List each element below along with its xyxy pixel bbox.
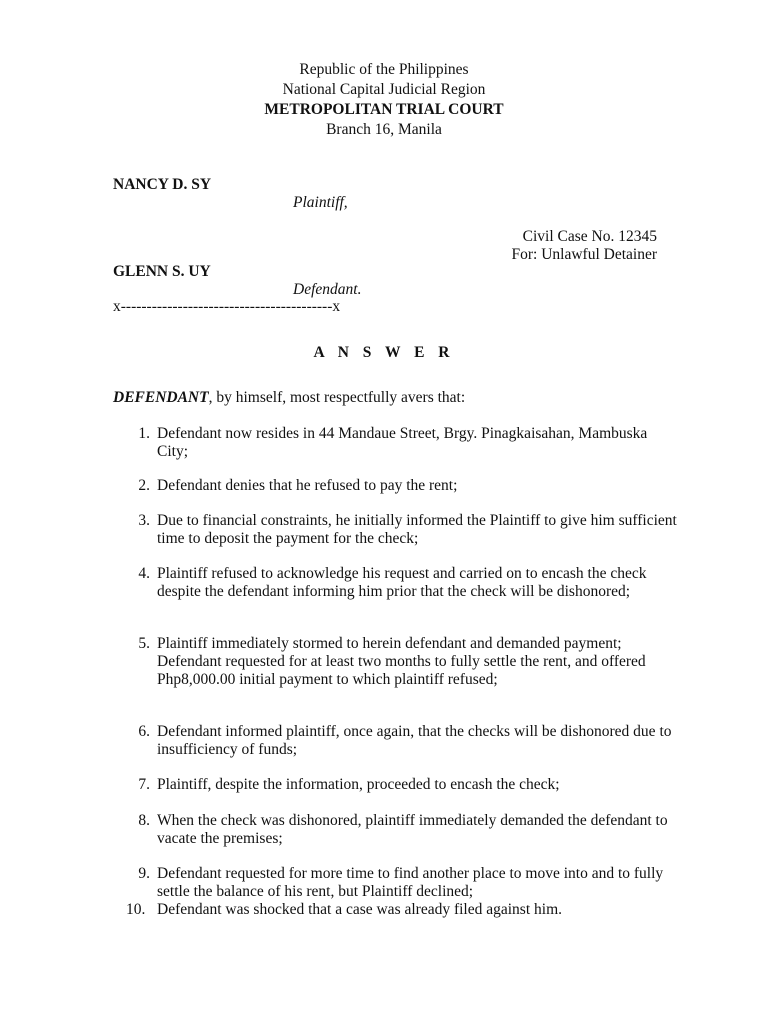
court-branch: Branch 16, Manila (326, 121, 442, 138)
item-number: 4. (138, 565, 150, 582)
item-text: Plaintiff refused to acknowledge his request and carried on to encash the check despite the defendant informing him prior that the check will be dishonored; (157, 565, 647, 600)
item-text: Defendant informed plaintiff, once again, that the checks will be dishonored due to insufficiency of funds; (157, 723, 672, 758)
item-text: Defendant requested for more time to find another place to move into and to fully settle the balance of his rent, but Plaintiff declined; (157, 865, 664, 900)
item-number: 10. (126, 901, 146, 918)
case-number: Civil Case No. 12345 (522, 228, 657, 245)
item-number: 1. (138, 425, 150, 442)
item-number: 8. (138, 812, 150, 829)
defendant-name: GLENN S. UY (113, 263, 211, 280)
document-title: A N S W E R (313, 344, 455, 361)
item-text: Plaintiff immediately stormed to herein defendant and demanded payment; Defendant requested for at least two months to fully settle the rent, and offered Php8,000.00 initial payment to which plaintiff refused; (157, 635, 646, 688)
defendant-role: Defendant. (293, 281, 362, 298)
item-number: 5. (138, 635, 150, 652)
item-number: 9. (138, 865, 150, 882)
item-number: 2. (138, 477, 150, 494)
case-nature: For: Unlawful Detainer (511, 246, 657, 263)
item-text: Due to financial constraints, he initially informed the Plaintiff to give him sufficient time to deposit the payment for the check; (157, 512, 677, 547)
item-number: 3. (138, 512, 150, 529)
plaintiff-name: NANCY D. SY (113, 176, 212, 193)
item-text: Defendant denies that he refused to pay the rent; (157, 477, 458, 494)
header-republic: Republic of the Philippines (299, 61, 469, 78)
intro-lead: DEFENDANT (113, 389, 209, 406)
item-text: Plaintiff, despite the information, proceeded to encash the check; (157, 776, 560, 793)
intro-paragraph (113, 389, 465, 407)
plaintiff-role: Plaintiff, (293, 194, 348, 211)
caption-separator: x-----------------------------------------x (113, 298, 341, 315)
intro-rest: , by himself, most respectfully avers that: (208, 389, 466, 406)
item-number: 7. (138, 776, 150, 793)
item-text: When the check was dishonored, plaintiff immediately demanded the defendant to vacate the premises; (157, 812, 668, 847)
court-name: METROPOLITAN TRIAL COURT (264, 101, 504, 118)
header-region: National Capital Judicial Region (282, 81, 486, 98)
item-number: 6. (138, 723, 150, 740)
item-text: Defendant now resides in 44 Mandaue Street, Brgy. Pinagkaisahan, Mambuska City; (157, 425, 648, 460)
item-text: Defendant was shocked that a case was already filed against him. (157, 901, 562, 918)
